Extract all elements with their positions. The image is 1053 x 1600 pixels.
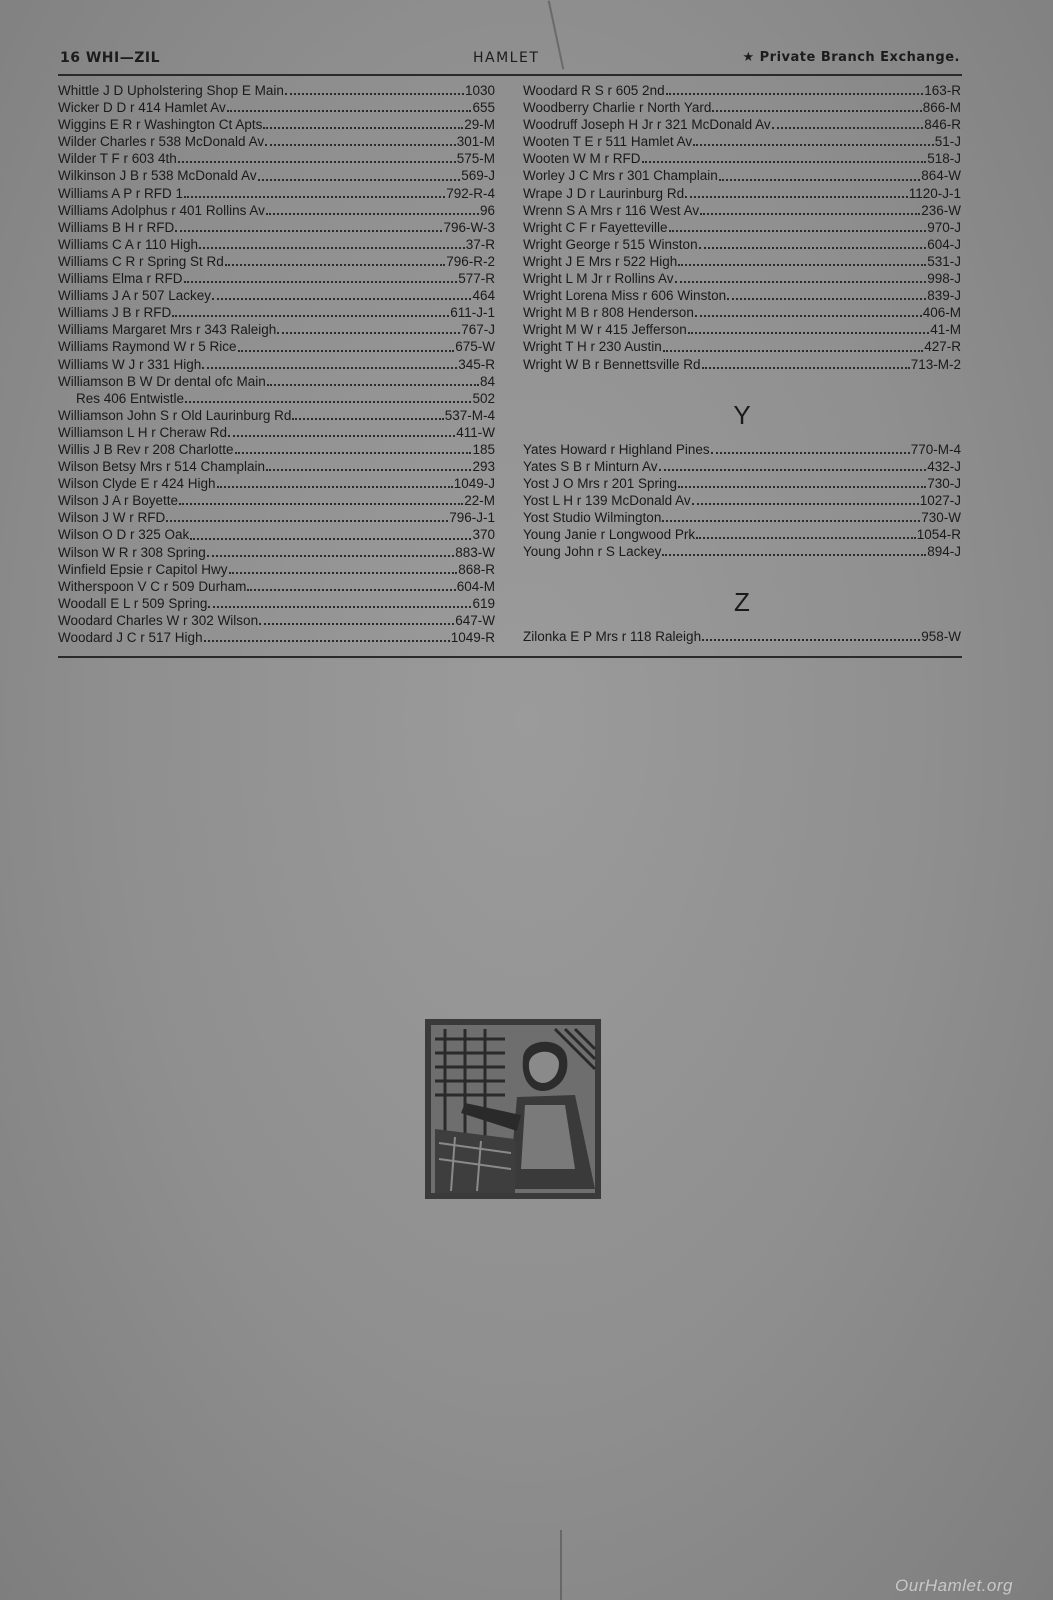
listing-entry [58,116,495,133]
leader-dots [727,297,926,300]
listing-name: Williams C A r 110 High [58,236,199,252]
phone-number: 604-M [456,578,495,594]
phone-number: 22-M [464,493,495,509]
leader-dots [695,314,922,317]
phone-number: 604-J [927,236,961,252]
listing-name: Yost L H r 139 McDonald Av [523,492,691,508]
phone-number: 675-W [455,339,495,355]
listing-name: Woodard R S r 605 2nd [523,83,665,98]
leader-dots [185,400,471,403]
listing-name: Wilder T F r 603 4th [58,151,177,167]
listing-entry [58,390,495,407]
leader-dots [247,588,455,591]
listing-name: Wiggins E R r Washington Ct Apts [58,117,263,133]
listing-entry [523,116,961,133]
leader-dots [266,212,479,215]
listing-entry [58,167,495,184]
leader-dots [663,349,923,352]
listing-name: Young Janie r Longwood Prk [523,527,696,543]
listing-name: Williams Elma r RFD [58,271,183,287]
listing-name: Williams A P r RFD 1 [58,185,184,201]
phone-number: 345-R [458,356,495,372]
phone-number: 883-W [455,544,495,560]
listing-entry [58,629,495,646]
listing-name: Winfield Epsie r Capitol Hwy [58,561,228,577]
leader-dots [662,553,926,556]
leader-dots [692,502,919,505]
leader-dots [292,417,443,420]
leader-dots [175,229,442,232]
listing-name: Williamson L H r Cheraw Rd [58,424,228,440]
telephone-operator-illustration-icon [425,1019,601,1199]
listing-name: Williams B H r RFD [58,219,175,235]
phone-number: 406-M [922,305,961,321]
phone-number: 537-M-4 [444,407,495,423]
listing-name: Willis J B Rev r 208 Charlotte [58,441,234,457]
listing-name: Worley J C Mrs r 301 Champlain [523,168,718,184]
listing-name: Williams J B r RFD [58,305,172,321]
phone-number: 163-R [924,83,961,98]
listing-entry [523,287,961,304]
listing-entry [523,475,961,492]
leader-dots [199,246,465,249]
phone-number: 619 [472,595,495,611]
leader-dots [693,143,934,146]
listing-entry [58,373,495,390]
phone-number: 868-R [458,561,495,577]
spacer [523,373,961,390]
listing-name: Wright L M Jr r Rollins Av [523,271,674,287]
listing-name: Young John r S Lackey [523,544,662,560]
leader-dots [688,331,929,334]
listing-name: Woodard J C r 517 High [58,630,203,645]
leader-dots [208,605,471,608]
listing-entry [523,133,961,150]
listing-entry [523,321,961,338]
watermark: OurHamlet.org [895,1576,1013,1595]
listing-name: Wright George r 515 Winston [523,236,698,252]
phone-number: 301-M [456,134,495,150]
phone-number: 647-W [455,612,495,628]
listing-entry [523,458,961,475]
listing-entry [58,407,495,424]
listing-entry [58,253,495,270]
listing-entry [523,270,961,287]
listing-entry [58,99,495,116]
listing-name: Williams C R r Spring St Rd [58,253,224,269]
leader-dots [178,160,456,163]
right-column [523,82,961,645]
leader-dots [217,485,453,488]
listing-entry [523,253,961,270]
section-letter-y: Y [733,399,751,430]
listing-entry [523,185,961,202]
listing-name: Wright J E Mrs r 522 High [523,253,678,269]
listing-name: Williams J A r 507 Lackey [58,288,212,304]
listing-name: Wright M B r 808 Henderson [523,305,694,321]
w-listings [523,82,961,373]
phone-number: 502 [472,390,495,406]
leader-dots [669,229,927,232]
listing-name: Williamson John S r Old Laurinburg Rd [58,407,292,423]
leader-dots [258,178,461,181]
listing-name: Williamson B W Dr dental ofc Main [58,373,266,389]
leader-dots [702,366,910,369]
phone-number: 998-J [927,271,961,287]
listing-entry [523,82,961,99]
phone-number: 1049-R [450,630,495,645]
listing-name: Woodard Charles W r 302 Wilson [58,612,259,628]
listing-entry [58,526,495,543]
listing-entry [58,544,495,561]
listing-name: Wicker D D r 414 Hamlet Av [58,100,226,116]
listing-name: Wrenn S A Mrs r 116 West Av [523,202,700,218]
phone-number: 185 [472,441,495,457]
phone-number: 1120-J-1 [908,185,961,201]
phone-number: 713-M-2 [910,356,961,372]
listing-name: Wright T H r 230 Austin [523,339,662,355]
listing-entry [58,509,495,526]
listing-name: Yost J O Mrs r 201 Spring [523,475,678,491]
leader-dots [700,212,920,215]
leader-dots [696,536,916,539]
leader-dots [207,554,454,557]
leader-dots [699,246,927,249]
phone-number: 1030 [464,83,495,98]
listing-name: Witherspoon V C r 509 Durham [58,578,247,594]
listing-entry [523,628,961,645]
phone-number: 894-J [927,544,961,560]
phone-number: 37-R [465,236,495,252]
phone-number: 411-W [456,424,495,440]
listing-name: Whittle J D Upholstering Shop E Main [58,83,284,98]
listing-entry [58,287,495,304]
phone-number: 846-R [924,117,961,133]
listing-name: Williams W J r 331 High [58,356,202,372]
leader-dots [285,92,464,95]
phone-number: 370 [472,527,495,543]
phone-number: 577-R [458,271,495,287]
phone-number: 864-W [921,168,961,184]
listing-name: Woodberry Charlie r North Yard [523,100,712,116]
listing-entry [58,236,495,253]
leader-dots [702,638,920,641]
listing-name: Yates Howard r Highland Pines [523,441,710,457]
leader-dots [277,331,460,334]
leader-dots [229,571,458,574]
listing-entry [523,356,961,373]
page-header [58,48,962,72]
listing-name: Zilonka E P Mrs r 118 Raleigh [523,629,702,645]
phone-number: 41-M [930,322,961,338]
leader-dots [179,502,463,505]
listing-entry [58,219,495,236]
phone-number: 51-J [934,134,961,150]
phone-number: 569-J [461,168,495,184]
listing-name: Wilson O D r 325 Oak [58,527,190,543]
listing-entry [523,219,961,236]
leader-dots [666,92,924,95]
leader-dots [227,109,472,112]
listing-entry [58,321,495,338]
leader-dots [235,451,472,454]
listing-entry [58,424,495,441]
listing-entry [523,526,961,543]
phone-number: 866-M [922,100,961,116]
listing-name: Wilson Clyde E r 424 High [58,476,216,492]
listing-name: Wrape J D r Laurinburg Rd [523,185,685,201]
header-rule [58,74,962,76]
listing-entry [523,509,961,526]
listing-name: Wilson J A r Boyette [58,493,179,509]
listing-name: Woodruff Joseph H Jr r 321 McDonald Av [523,117,771,133]
leader-dots [184,280,458,283]
leader-dots [212,297,471,300]
leader-dots [190,537,471,540]
phone-number: 464 [472,288,495,304]
listing-entry [523,304,961,321]
listing-entry [58,561,495,578]
leader-dots [659,468,927,471]
listing-entry [58,185,495,202]
listing-entry [523,492,961,509]
leader-dots [662,519,920,522]
leader-dots [678,263,926,266]
legend-note: ★ Private Branch Exchange. [742,50,960,65]
listing-entry [523,338,961,355]
phone-number: 29-M [464,117,495,133]
listing-entry [58,133,495,150]
leader-dots [678,485,926,488]
phone-number: 518-J [927,151,961,167]
listing-entry [58,578,495,595]
listing-name: Wooten W M r RFD [523,151,641,167]
leader-dots [172,314,449,317]
phone-number: 575-M [456,151,495,167]
leader-dots [711,451,910,454]
phone-number: 796-R-2 [446,253,495,269]
listing-name: Wooten T E r 511 Hamlet Av [523,134,693,150]
phone-number: 796-J-1 [449,510,495,526]
phone-number: 730-W [921,509,961,525]
phone-number: 293 [472,459,495,475]
leader-dots [225,263,445,266]
leader-dots [772,126,924,129]
leader-dots [266,468,471,471]
phone-number: 730-J [927,475,961,491]
leader-dots [259,622,454,625]
listing-entry [58,356,495,373]
listing-name: Wilder Charles r 538 McDonald Av [58,134,265,150]
listing-entry [58,612,495,629]
listing-name: Wright C F r Fayetteville [523,219,668,235]
leader-dots [267,383,479,386]
listing-name: Wright W B r Bennettsville Rd [523,356,701,372]
phone-number: 427-R [924,339,961,355]
phone-number: 767-J [461,322,495,338]
listing-name: Res 406 Entwistle [76,390,185,406]
listing-entry [523,441,961,458]
listing-entry [58,458,495,475]
paper-crease [560,1530,562,1600]
listing-name: Wright Lorena Miss r 606 Winston [523,288,727,304]
listing-entry [523,167,961,184]
phone-number: 96 [479,202,495,218]
leader-dots [228,434,455,437]
listing-entry [523,543,961,560]
phone-number: 655 [472,100,495,116]
phone-number: 432-J [927,458,961,474]
listing-entry [58,82,495,99]
leader-dots [265,143,456,146]
listing-name: Wilson Betsy Mrs r 514 Champlain [58,459,266,475]
leader-dots [675,280,927,283]
leader-dots [166,519,448,522]
phone-number: 531-J [927,253,961,269]
listing-entry [523,202,961,219]
footer-rule [58,656,962,658]
leader-dots [238,349,455,352]
y-listings [523,441,961,561]
phone-number: 796-W-3 [443,219,495,235]
spacer [523,560,961,577]
leader-dots [263,126,463,129]
phone-number: 236-W [921,202,961,218]
leader-dots [685,195,908,198]
listing-name: Yates S B r Minturn Av [523,458,658,474]
listing-entry [58,475,495,492]
leader-dots [204,639,450,642]
listing-name: Williams Margaret Mrs r 343 Raleigh [58,322,277,338]
phone-number: 1049-J [453,476,495,492]
phone-number: 1054-R [916,527,961,543]
phone-number: 611-J-1 [450,305,495,321]
leader-dots [202,366,457,369]
listing-entry [58,270,495,287]
town-name: HAMLET [473,50,540,66]
phone-number: 839-J [927,288,961,304]
leader-dots [184,195,445,198]
left-column [58,82,495,646]
phone-number: 1027-J [919,492,961,508]
leader-dots [719,178,920,181]
listing-entry [58,492,495,509]
phone-number: 970-J [927,219,961,235]
listing-entry [523,99,961,116]
section-letter-z: Z [734,587,750,618]
phone-number: 770-M-4 [910,441,961,457]
leader-dots [712,109,921,112]
listing-entry [58,595,495,612]
listing-name: Yost Studio Wilmington [523,509,662,525]
listing-entry [58,338,495,355]
listing-entry [58,441,495,458]
phone-number: 84 [479,373,495,389]
listing-entry [523,236,961,253]
listing-entry [58,304,495,321]
phone-number: 958-W [921,629,961,645]
z-listings [523,628,961,645]
listing-name: Woodall E L r 509 Spring [58,595,208,611]
listing-name: Wilson J W r RFD [58,510,166,526]
listing-entry [523,150,961,167]
listing-entry [58,150,495,167]
phone-number: 792-R-4 [446,185,495,201]
listing-name: Wright M W r 415 Jefferson [523,322,687,338]
listing-name: Williams Adolphus r 401 Rollins Av [58,202,265,218]
listing-entry [58,202,495,219]
page-range: 16 WHI—ZIL [60,50,161,66]
leader-dots [642,160,927,163]
listing-name: Wilkinson J B r 538 McDonald Av [58,168,257,184]
listing-name: Wilson W R r 308 Spring [58,544,206,560]
listing-name: Williams Raymond W r 5 Rice [58,339,237,355]
